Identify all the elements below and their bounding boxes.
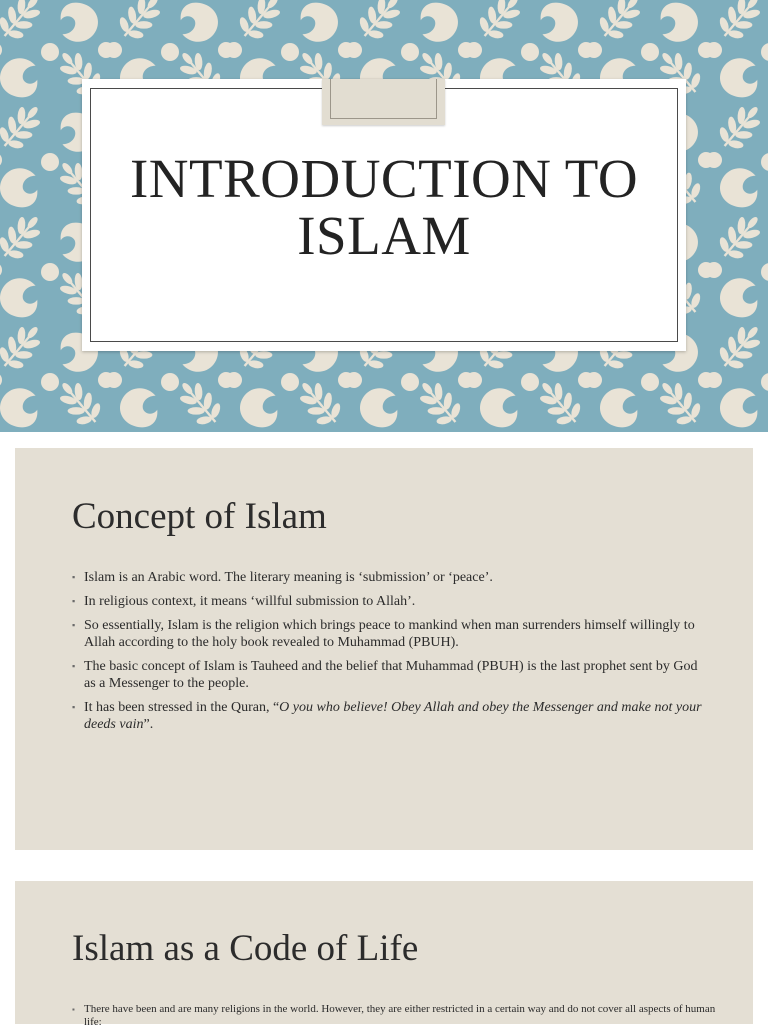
bullet-icon: ▪ [72, 596, 76, 606]
bullet-text: Islam is an Arabic word. The literary meaning is ‘submission’ or ‘peace’. [84, 570, 493, 585]
bullet-text-suffix: ”. [143, 717, 154, 732]
bullet-icon: ▪ [72, 702, 76, 712]
bullet-item [72, 699, 712, 733]
bullet-list [72, 569, 712, 740]
bullet-icon: ▪ [72, 1005, 75, 1014]
bullet-item [72, 1003, 722, 1029]
bullet-item [72, 617, 712, 651]
bullet-icon: ▪ [72, 620, 76, 630]
bullet-text: In religious context, it means ‘willful submission to Allah’. [84, 594, 416, 609]
bullet-icon: ▪ [72, 572, 76, 582]
bullet-item [72, 569, 712, 586]
slide-heading: Islam as a Code of Life [72, 928, 419, 969]
bullet-item [72, 593, 712, 610]
code-of-life-slide [15, 881, 753, 1028]
bullet-item [72, 658, 712, 692]
bullet-list [72, 1003, 722, 1036]
title-line-2: ISLAM [297, 205, 471, 266]
concept-of-islam-slide [15, 448, 753, 850]
quran-quote: O you who believe! Obey Allah and obey the Messenger and make not your deeds vain [84, 700, 702, 732]
title-tab-border [330, 79, 437, 119]
bullet-icon: ▪ [72, 661, 76, 671]
bullet-text: The basic concept of Islam is Tauheed and the belief that Muhammad (PBUH) is the last prophet sent by God as a Messenger to the people. [84, 659, 698, 691]
title-card-tab [322, 79, 445, 125]
title-slide [0, 0, 768, 432]
bullet-text: So essentially, Islam is the religion which brings peace to mankind when man surrenders himself willingly to Allah according to the holy book revealed to Muhammad (PBUH). [84, 618, 695, 650]
title-line-1: INTRODUCTION TO [129, 148, 639, 209]
bullet-text: There have been and are many religions in the world. However, they are either restricted in a certain way and do not cover all aspects of human life: [84, 1003, 716, 1028]
bullet-text-prefix: It has been stressed in the Quran, “ [84, 700, 280, 715]
slide-heading: Concept of Islam [72, 496, 327, 537]
presentation-title [82, 150, 686, 264]
